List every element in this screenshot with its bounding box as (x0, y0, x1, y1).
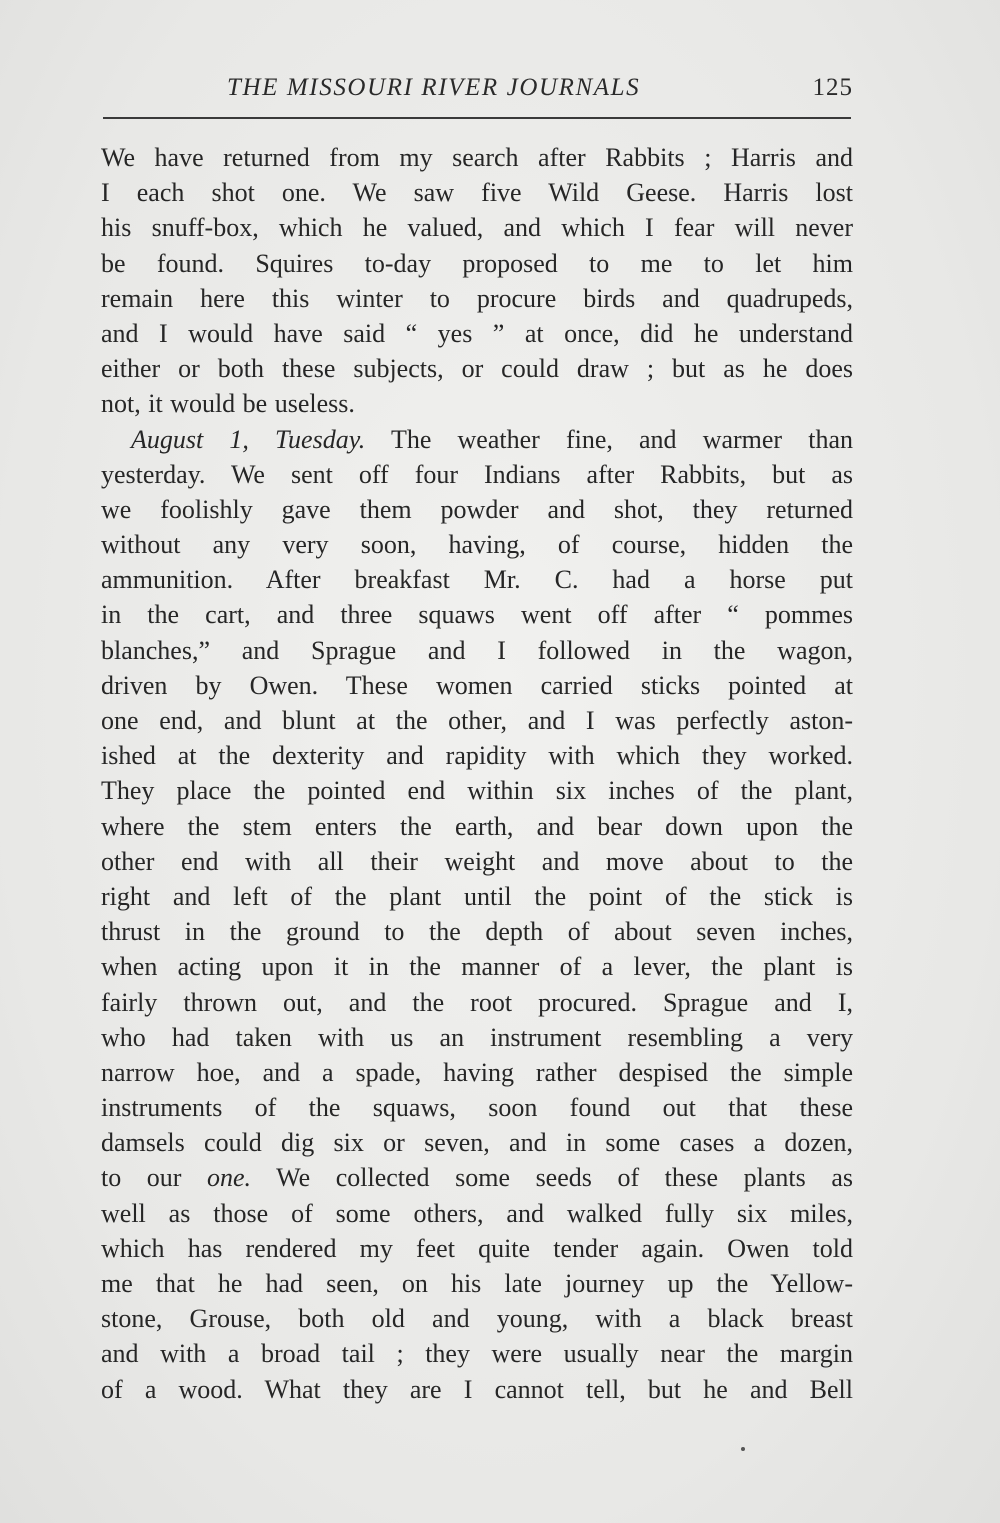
text-line: we foolishly gave them powder and shot, they returned (101, 494, 853, 524)
text-line: when acting upon it in the manner of a lever, the plant is (101, 952, 853, 982)
text-line: fairly thrown out, and the root procured. Sprague and I, (101, 987, 853, 1017)
text-line: and I would have said “ yes ” at once, did he understand (101, 318, 853, 348)
text-line: ammunition. After breakfast Mr. C. had a horse put (101, 565, 853, 595)
paper-speck (741, 1447, 745, 1451)
text-line: without any very soon, having, of course, hidden the (101, 530, 853, 560)
text-line: yesterday. We sent off four Indians after Rabbits, but as (101, 459, 853, 489)
text-line: damsels could dig six or seven, and in some cases a dozen, (101, 1128, 853, 1158)
date-entry-line (101, 422, 853, 457)
text-line: of a wood. What they are I cannot tell, but he and Bell (101, 1374, 853, 1404)
text-line: not, it would be useless. (101, 389, 355, 419)
text-line: thrust in the ground to the depth of about seven inches, (101, 917, 853, 947)
text-line: We have returned from my search after Rabbits ; Harris and (101, 143, 853, 172)
text-line: instruments of the squaws, soon found out that these (101, 1093, 853, 1123)
text-line: who had taken with us an instrument resembling a very (101, 1022, 853, 1052)
emphasized-word: one. (207, 1163, 252, 1193)
text-span: The weather fine, and warmer than (365, 424, 853, 454)
text-line: right and left of the plant until the point of the stick is (101, 881, 853, 911)
header-rule (103, 117, 851, 119)
text-line: either or both these subjects, or could draw ; but as he does (101, 354, 853, 384)
text-line: one end, and blunt at the other, and I was perfectly aston- (101, 706, 853, 735)
emphasis-line (101, 1160, 853, 1195)
text-line: which has rendered my feet quite tender again. Owen told (101, 1233, 853, 1263)
text-line: narrow hoe, and a spade, having rather despised the simple (101, 1057, 853, 1087)
page-number: 125 (812, 74, 853, 101)
text-line: blanches,” and Sprague and I followed in the wagon, (101, 635, 853, 665)
text-line: in the cart, and three squaws went off after “ pommes (101, 600, 853, 630)
text-line: his snuff-box, which he valued, and which I fear will never (101, 213, 853, 243)
text-span: to our (101, 1163, 208, 1193)
body-text (101, 140, 853, 1407)
text-line: I each shot one. We saw five Wild Geese. Harris lost (101, 178, 853, 208)
text-line: They place the pointed end within six inches of the plant, (101, 776, 853, 806)
text-line: ished at the dexterity and rapidity with which they worked. (101, 741, 853, 771)
text-line: stone, Grouse, both old and young, with a black breast (101, 1304, 853, 1334)
text-line: and with a broad tail ; they were usually near the margin (101, 1339, 853, 1369)
text-line: well as those of some others, and walked fully six miles, (101, 1198, 853, 1228)
text-span: We collected some seeds of these plants as (251, 1163, 853, 1193)
page-header (103, 68, 853, 108)
date-heading: August 1, Tuesday. (131, 424, 366, 454)
text-line: me that he had seen, on his late journey up the Yellow- (101, 1269, 853, 1298)
running-head: THE MISSOURI RIVER JOURNALS (227, 74, 641, 101)
text-line: where the stem enters the earth, and bear down upon the (101, 811, 853, 841)
text-line: be found. Squires to-day proposed to me to let him (101, 248, 853, 278)
text-line: remain here this winter to procure birds and quadrupeds, (101, 283, 853, 313)
text-line: driven by Owen. These women carried sticks pointed at (101, 670, 853, 700)
text-line: other end with all their weight and move about to the (101, 846, 853, 876)
